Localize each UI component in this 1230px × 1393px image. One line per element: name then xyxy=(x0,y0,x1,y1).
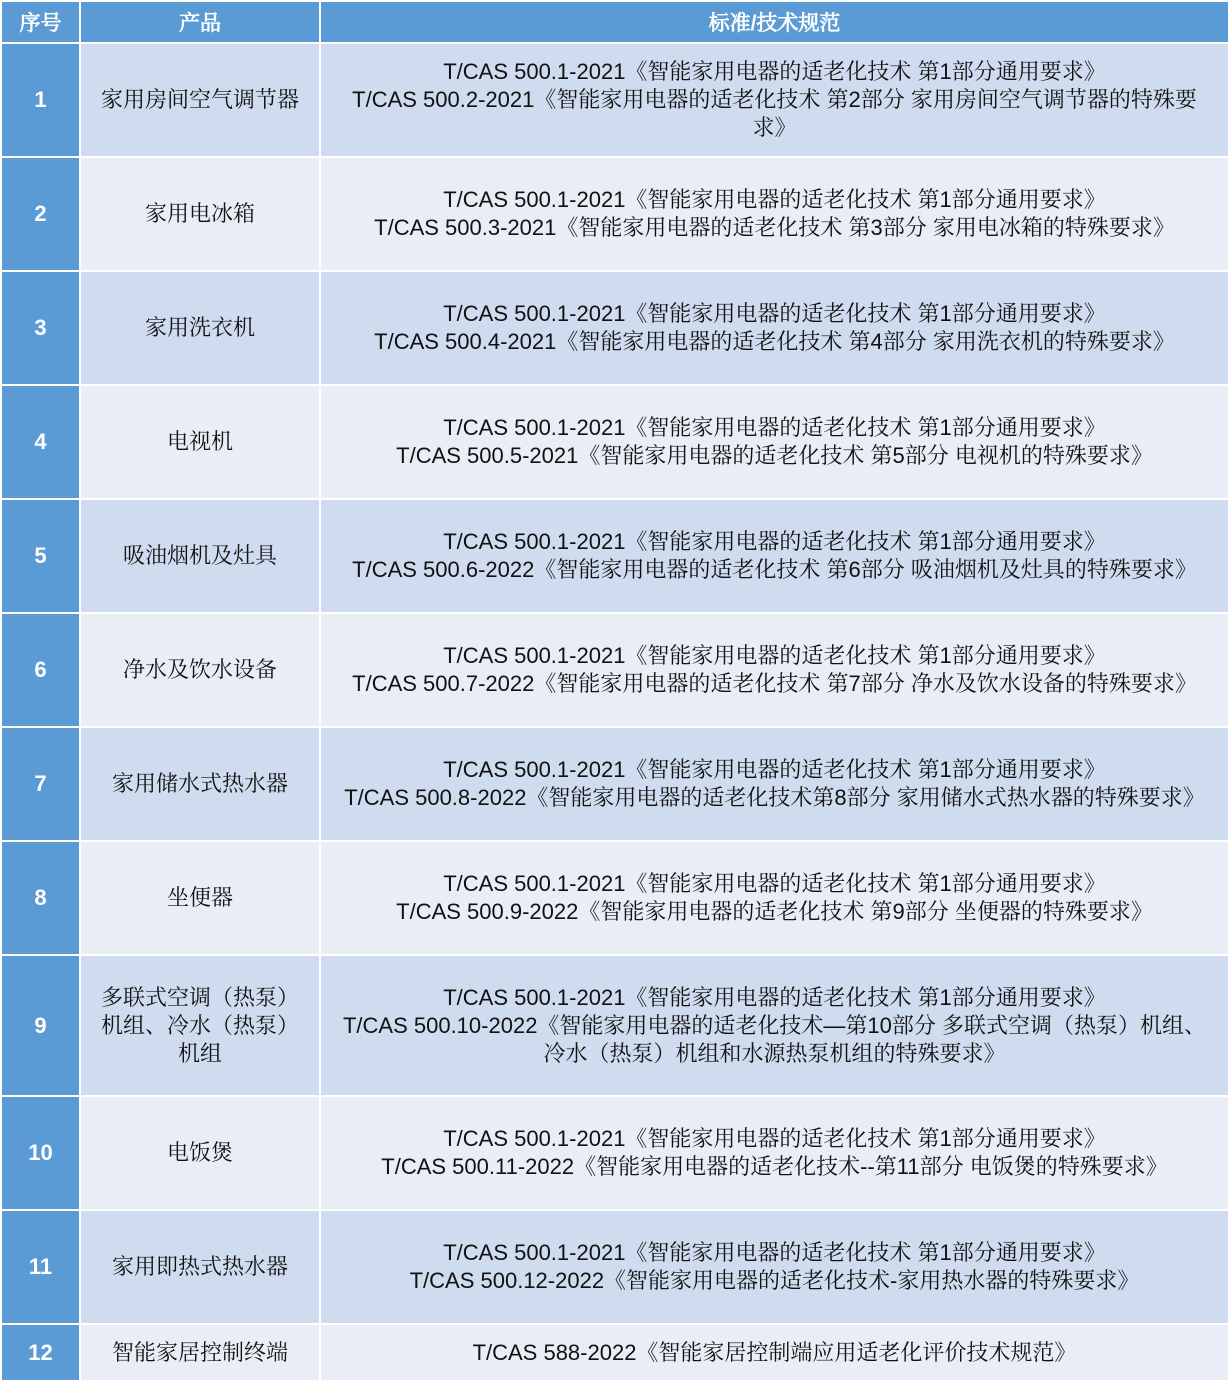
row-product: 坐便器 xyxy=(81,842,319,954)
row-product: 智能家居控制终端 xyxy=(81,1325,319,1380)
row-index: 1 xyxy=(2,44,79,156)
row-product: 家用电冰箱 xyxy=(81,158,319,270)
row-index: 10 xyxy=(2,1097,79,1209)
row-product: 家用房间空气调节器 xyxy=(81,44,319,156)
row-product: 吸油烟机及灶具 xyxy=(81,500,319,612)
table-row xyxy=(2,728,1228,840)
header-index: 序号 xyxy=(2,2,79,42)
row-product: 家用即热式热水器 xyxy=(81,1211,319,1323)
table-row xyxy=(2,44,1228,156)
row-index: 6 xyxy=(2,614,79,726)
table-row xyxy=(2,158,1228,270)
row-standard: T/CAS 500.1-2021《智能家用电器的适老化技术 第1部分通用要求》 T/CAS 500.4-2021《智能家用电器的适老化技术 第4部分 家用洗衣机的特殊要求》 xyxy=(321,272,1228,384)
row-standard: T/CAS 500.1-2021《智能家用电器的适老化技术 第1部分通用要求》 T/CAS 500.6-2022《智能家用电器的适老化技术 第6部分 吸油烟机及灶具的特殊要求》 xyxy=(321,500,1228,612)
table-row xyxy=(2,956,1228,1095)
row-index: 5 xyxy=(2,500,79,612)
header-standard: 标准/技术规范 xyxy=(321,2,1228,42)
row-standard: T/CAS 588-2022《智能家居控制端应用适老化评价技术规范》 xyxy=(321,1325,1228,1380)
row-index: 12 xyxy=(2,1325,79,1380)
row-index: 11 xyxy=(2,1211,79,1323)
row-product: 家用洗衣机 xyxy=(81,272,319,384)
table-row xyxy=(2,1325,1228,1380)
table-header-row xyxy=(2,2,1228,42)
table-row xyxy=(2,386,1228,498)
row-product: 净水及饮水设备 xyxy=(81,614,319,726)
table-row xyxy=(2,272,1228,384)
table-row xyxy=(2,842,1228,954)
table-row xyxy=(2,500,1228,612)
row-standard: T/CAS 500.1-2021《智能家用电器的适老化技术 第1部分通用要求》 T/CAS 500.9-2022《智能家用电器的适老化技术 第9部分 坐便器的特殊要求》 xyxy=(321,842,1228,954)
table-row xyxy=(2,1211,1228,1323)
row-product: 家用储水式热水器 xyxy=(81,728,319,840)
row-product: 电饭煲 xyxy=(81,1097,319,1209)
row-index: 8 xyxy=(2,842,79,954)
row-standard: T/CAS 500.1-2021《智能家用电器的适老化技术 第1部分通用要求》 T/CAS 500.8-2022《智能家用电器的适老化技术第8部分 家用储水式热水器的特殊要求》 xyxy=(321,728,1228,840)
row-index: 2 xyxy=(2,158,79,270)
table-row xyxy=(2,1097,1228,1209)
header-product: 产品 xyxy=(81,2,319,42)
row-index: 4 xyxy=(2,386,79,498)
row-standard: T/CAS 500.1-2021《智能家用电器的适老化技术 第1部分通用要求》 T/CAS 500.7-2022《智能家用电器的适老化技术 第7部分 净水及饮水设备的特殊要求》 xyxy=(321,614,1228,726)
row-standard: T/CAS 500.1-2021《智能家用电器的适老化技术 第1部分通用要求》 T/CAS 500.3-2021《智能家用电器的适老化技术 第3部分 家用电冰箱的特殊要求》 xyxy=(321,158,1228,270)
table-body xyxy=(2,44,1228,1380)
row-standard: T/CAS 500.1-2021《智能家用电器的适老化技术 第1部分通用要求》 T/CAS 500.10-2022《智能家用电器的适老化技术—第10部分 多联式空调（热泵）机组、 冷水（热泵）机组和水源热泵机组的特殊要求》 xyxy=(321,956,1228,1095)
row-index: 9 xyxy=(2,956,79,1095)
row-product: 多联式空调（热泵） 机组、冷水（热泵） 机组 xyxy=(81,956,319,1095)
row-product: 电视机 xyxy=(81,386,319,498)
row-standard: T/CAS 500.1-2021《智能家用电器的适老化技术 第1部分通用要求》 T/CAS 500.12-2022《智能家用电器的适老化技术-家用热水器的特殊要求》 xyxy=(321,1211,1228,1323)
row-standard: T/CAS 500.1-2021《智能家用电器的适老化技术 第1部分通用要求》 T/CAS 500.2-2021《智能家用电器的适老化技术 第2部分 家用房间空气调节器的特殊要 求》 xyxy=(321,44,1228,156)
row-standard: T/CAS 500.1-2021《智能家用电器的适老化技术 第1部分通用要求》 T/CAS 500.5-2021《智能家用电器的适老化技术 第5部分 电视机的特殊要求》 xyxy=(321,386,1228,498)
table-row xyxy=(2,614,1228,726)
row-standard: T/CAS 500.1-2021《智能家用电器的适老化技术 第1部分通用要求》 T/CAS 500.11-2022《智能家用电器的适老化技术--第11部分 电饭煲的特殊要求》 xyxy=(321,1097,1228,1209)
row-index: 7 xyxy=(2,728,79,840)
row-index: 3 xyxy=(2,272,79,384)
